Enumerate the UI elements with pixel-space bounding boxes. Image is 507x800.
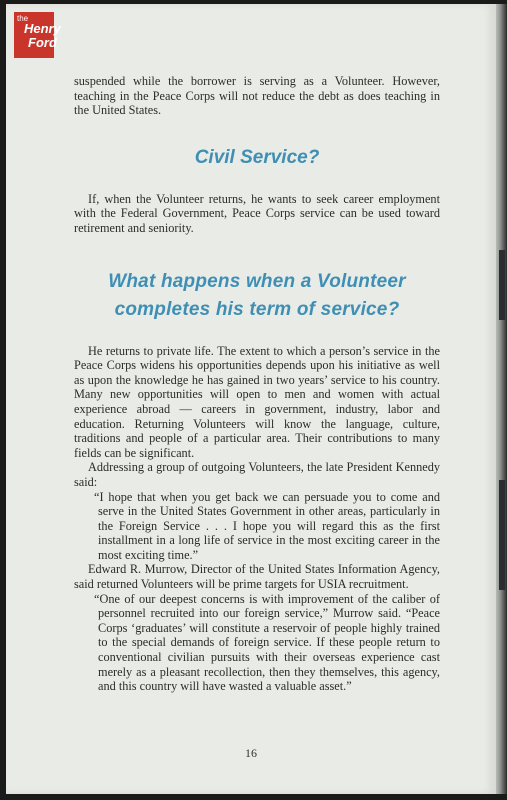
page-content <box>74 74 440 694</box>
page-edge-shadow-top <box>499 250 505 320</box>
civil-service-heading: Civil Service? <box>194 146 320 168</box>
page-number: 16 <box>245 746 257 760</box>
term-paragraph-1: He returns to private life. The extent to which a person’s service in the Peace Corps widens his opportunities depends upon his initiative as well as upon the knowledge he has gained in two years’ service to his country. Many new opportunities will open to men and women with actual experience abroad — careers in government, industry, labor and education. Returning Volunteers will know the language, culture, traditions and people of a particular area. Their contributions to many fields can be significant. <box>74 343 440 460</box>
henry-ford-logo <box>14 12 61 58</box>
page-edge <box>496 4 507 794</box>
kennedy-quote: “I hope that when you get back we can persuade you to come and serve in the United States Government in other areas, particularly in the Foreign Service . . . I hope you will regard this as the first installment in a long life of service in the most exciting career in the most exciting time.” <box>94 489 440 562</box>
intro-paragraph: suspended while the borrower is serving as a Volunteer. However, teaching in the Peace Corps will not reduce the debt as does teaching in the United States. <box>74 74 440 118</box>
term-paragraph-2: Addressing a group of outgoing Volunteers, the late President Kennedy said: <box>74 460 440 489</box>
term-paragraph-3: Edward R. Murrow, Director of the United States Information Agency, said returned Volunteers will be prime targets for USIA recruitment. <box>74 562 440 592</box>
murrow-quote: “One of our deepest concerns is with improvement of the caliber of personnel recruited into our foreign service,” Murrow said. “Peace Corps ‘graduates’ will constitute a reservoir of people highly trained to the special demands of foreign service. If these people return to conventional civilian pursuits with their overseas experience cast merely as a pleasant recollection, then they themselves, this agency, and this country will have wasted a valuable asset.” <box>94 591 440 694</box>
page-edge-shadow-bottom <box>499 480 505 590</box>
term-heading-line-2: completes his term of service? <box>114 298 400 320</box>
booklet-page <box>6 4 496 794</box>
term-of-service-heading <box>74 268 440 324</box>
logo-henry: Henry <box>24 21 61 36</box>
logo-ford: Ford <box>28 35 57 50</box>
logo-the: the <box>17 14 29 23</box>
civil-service-paragraph: If, when the Volunteer returns, he wants to seek career employment with the Federal Government, Peace Corps service can be used toward retirement and seniority. <box>74 191 440 235</box>
term-heading-line-1: What happens when a Volunteer <box>108 270 406 292</box>
